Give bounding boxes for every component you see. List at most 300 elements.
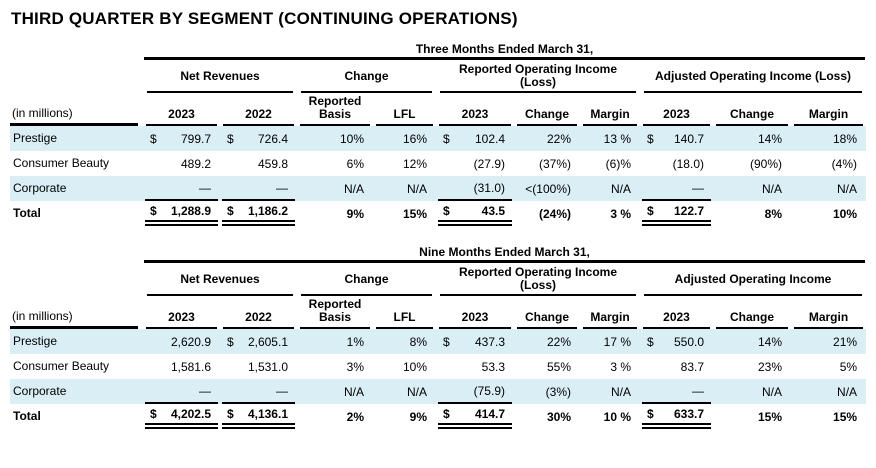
data-cell	[143, 126, 220, 151]
cell-value: 3 %	[610, 359, 631, 374]
cell-value-box	[222, 404, 295, 429]
cell-value-box	[375, 151, 434, 176]
column-header	[223, 298, 294, 329]
column-header-cell	[791, 296, 866, 329]
data-cell	[297, 201, 373, 226]
cell-value: (18.0)	[672, 156, 704, 171]
data-cell	[373, 379, 436, 404]
row-label-header: (in millions)	[10, 95, 138, 126]
cell-value-box	[642, 126, 711, 151]
cell-value: 10%	[339, 131, 364, 146]
cell-value: 18%	[832, 131, 857, 146]
column-header-cell	[143, 296, 220, 329]
data-cell	[143, 404, 220, 429]
group-cell	[297, 263, 436, 296]
cell-value-box	[375, 126, 434, 151]
column-header	[146, 95, 217, 126]
column-header-cell	[514, 93, 580, 126]
cell-value: 2,620.9	[170, 334, 211, 349]
cell-value-box	[642, 201, 711, 226]
cell-value-box	[222, 176, 295, 201]
data-cell	[514, 329, 580, 354]
cell-value-box	[516, 404, 578, 429]
cell-value: 10%	[832, 206, 857, 221]
cell-value-box	[375, 354, 434, 379]
cell-value-box	[582, 151, 638, 176]
cell-value: —	[199, 383, 211, 398]
column-header-cell	[436, 93, 514, 126]
cell-value-box	[642, 151, 711, 176]
column-header-cell	[640, 93, 713, 126]
table-row	[10, 329, 866, 354]
row-label: Total	[13, 409, 41, 423]
cell-value: (4%)	[831, 156, 857, 171]
data-cell	[514, 379, 580, 404]
cell-value-box	[793, 126, 864, 151]
data-cell	[640, 201, 713, 226]
cell-value: 53.3	[481, 359, 505, 374]
column-header-row	[10, 93, 866, 126]
column-header	[716, 95, 788, 126]
column-header-cell	[514, 296, 580, 329]
cell-value-box	[438, 201, 512, 226]
data-cell	[220, 404, 297, 429]
cell-value: 16%	[402, 131, 427, 146]
column-header	[794, 95, 863, 126]
row-label: Consumer Beauty	[13, 156, 110, 170]
data-cell	[220, 176, 297, 201]
cell-value: 8%	[409, 334, 427, 349]
data-cell	[580, 329, 640, 354]
column-header-cell	[713, 296, 791, 329]
column-header-cell	[220, 296, 297, 329]
table-row	[10, 404, 866, 429]
cell-value: 3 %	[610, 206, 631, 221]
currency-symbol: $	[647, 406, 654, 421]
cell-value-box	[582, 201, 638, 226]
row-label-cell	[10, 354, 143, 379]
data-cell	[220, 126, 297, 151]
cell-value-box	[715, 379, 789, 404]
row-label-cell	[10, 151, 143, 176]
data-cell	[713, 176, 791, 201]
data-cell	[791, 176, 866, 201]
column-header-label: Margin	[808, 107, 849, 121]
column-header-label: LFL	[393, 107, 416, 121]
group-header: Adjusted Operating Income	[644, 265, 862, 296]
row-label-cell	[10, 404, 143, 429]
data-cell	[791, 201, 866, 226]
group-header: Reported Operating Income (Loss)	[440, 62, 636, 93]
cell-value-box	[438, 404, 512, 429]
column-header-cell	[580, 93, 640, 126]
cell-value-box	[642, 176, 711, 201]
spacer-cell	[10, 263, 143, 296]
row-label-header-cell	[10, 93, 143, 126]
data-cell	[713, 329, 791, 354]
column-header	[716, 298, 788, 329]
column-header-cell	[640, 296, 713, 329]
cell-value-box	[715, 126, 789, 151]
table-row	[10, 354, 866, 379]
cell-value: 3%	[346, 359, 364, 374]
column-header-cell	[713, 93, 791, 126]
data-cell	[713, 354, 791, 379]
cell-value: 4,202.5	[170, 406, 211, 421]
cell-value: 633.7	[673, 406, 704, 421]
group-header-row	[10, 60, 866, 93]
column-header-label: 2023	[168, 310, 195, 324]
cell-value: 550.0	[673, 334, 704, 349]
cell-value-box	[582, 404, 638, 429]
cell-value-box	[222, 329, 295, 354]
column-header	[223, 95, 294, 126]
column-header	[376, 95, 433, 126]
cell-value: 1,581.6	[170, 359, 211, 374]
cell-value-box	[715, 151, 789, 176]
financial-table	[10, 40, 866, 226]
currency-symbol: $	[443, 334, 450, 349]
column-header	[583, 298, 637, 329]
cell-value-box	[793, 176, 864, 201]
data-cell	[297, 404, 373, 429]
cell-value: N/A	[343, 384, 364, 399]
period-title: Nine Months Ended March 31,	[144, 243, 865, 263]
cell-value: 43.5	[481, 203, 505, 218]
cell-value-box	[299, 404, 371, 429]
row-label: Total	[13, 206, 41, 220]
table-row	[10, 379, 866, 404]
row-label-cell	[10, 201, 143, 226]
data-cell	[514, 126, 580, 151]
cell-value: 15%	[402, 206, 427, 221]
data-cell	[791, 354, 866, 379]
row-label-header: (in millions)	[10, 298, 138, 329]
cell-value-box	[299, 354, 371, 379]
column-header-label: LFL	[393, 310, 416, 324]
column-header-cell	[297, 296, 373, 329]
column-header	[794, 298, 863, 329]
data-cell	[640, 379, 713, 404]
data-cell	[580, 176, 640, 201]
data-cell	[580, 201, 640, 226]
cell-value: (27.9)	[473, 156, 505, 171]
column-header-label: Margin	[808, 310, 849, 324]
currency-symbol: $	[227, 406, 234, 421]
data-cell	[514, 151, 580, 176]
data-cell	[640, 329, 713, 354]
data-cell	[640, 126, 713, 151]
data-cell	[791, 126, 866, 151]
cell-value-box	[516, 151, 578, 176]
table-row	[10, 176, 866, 201]
data-cell	[373, 201, 436, 226]
column-header	[517, 298, 577, 329]
cell-value-box	[516, 379, 578, 404]
cell-value-box	[222, 151, 295, 176]
data-cell	[220, 151, 297, 176]
data-cell	[640, 151, 713, 176]
group-header: Change	[301, 62, 432, 93]
currency-symbol: $	[647, 334, 654, 349]
cell-value: 1%	[346, 334, 364, 349]
cell-value: 14%	[757, 131, 782, 146]
row-label-cell	[10, 126, 143, 151]
cell-value: N/A	[343, 181, 364, 196]
cell-value-box	[793, 379, 864, 404]
cell-value-box	[438, 126, 512, 151]
column-header-label: 2023	[663, 310, 690, 324]
column-header-label: 2023	[461, 310, 489, 324]
group-cell	[143, 263, 297, 296]
spacer-cell	[10, 60, 143, 93]
column-header	[439, 298, 511, 329]
group-header: Net Revenues	[147, 62, 293, 93]
cell-value: (75.9)	[473, 383, 505, 398]
currency-symbol: $	[443, 131, 450, 146]
cell-value: 140.7	[673, 131, 704, 146]
data-cell	[297, 176, 373, 201]
cell-value: 13 %	[603, 131, 631, 146]
cell-value: N/A	[837, 384, 858, 399]
data-cell	[436, 151, 514, 176]
column-header-label: Change	[729, 107, 774, 121]
cell-value-box	[145, 379, 218, 404]
cell-value: 22%	[546, 334, 571, 349]
cell-value: 1,531.0	[247, 359, 288, 374]
period-title: Three Months Ended March 31,	[144, 40, 865, 60]
cell-value: 23%	[757, 359, 782, 374]
currency-symbol: $	[227, 203, 234, 218]
column-header	[300, 298, 370, 329]
cell-value: N/A	[610, 384, 631, 399]
data-cell	[436, 354, 514, 379]
currency-symbol: $	[150, 406, 157, 421]
cell-value: 14%	[757, 334, 782, 349]
cell-value: (31.0)	[473, 180, 505, 195]
cell-value-box	[582, 379, 638, 404]
data-cell	[640, 176, 713, 201]
data-cell	[640, 404, 713, 429]
column-header-cell	[373, 93, 436, 126]
period-cell	[143, 243, 866, 263]
row-label-cell	[10, 176, 143, 201]
cell-value-box	[438, 329, 512, 354]
data-cell	[436, 126, 514, 151]
cell-value: 30%	[546, 409, 571, 424]
cell-value-box	[145, 151, 218, 176]
cell-value-box	[299, 329, 371, 354]
table-row	[10, 126, 866, 151]
page-title: THIRD QUARTER BY SEGMENT (CONTINUING OPERATIONS)	[11, 9, 518, 28]
cell-value: 55%	[546, 359, 571, 374]
column-header-label: Margin	[590, 310, 630, 324]
cell-value-box	[793, 201, 864, 226]
table-three-months	[10, 40, 876, 226]
cell-value: 21%	[833, 334, 858, 349]
row-label: Corporate	[13, 384, 67, 398]
data-cell	[297, 379, 373, 404]
cell-value-box	[375, 379, 434, 404]
data-cell	[373, 151, 436, 176]
data-cell	[580, 354, 640, 379]
cell-value: —	[199, 180, 211, 195]
cell-value: 1,288.9	[170, 203, 211, 218]
cell-value-box	[715, 176, 789, 201]
data-cell	[713, 201, 791, 226]
cell-value-box	[375, 201, 434, 226]
cell-value: N/A	[761, 384, 782, 399]
table-row	[10, 151, 866, 176]
cell-value-box	[582, 176, 638, 201]
group-header-row	[10, 263, 866, 296]
cell-value-box	[145, 201, 218, 226]
data-cell	[220, 379, 297, 404]
data-cell	[791, 379, 866, 404]
column-header-label: Reported Basis	[308, 94, 362, 121]
spacer-cell	[10, 40, 143, 60]
group-header: Adjusted Operating Income (Loss)	[644, 62, 862, 93]
cell-value-box	[222, 354, 295, 379]
group-cell	[640, 60, 866, 93]
cell-value: (3%)	[545, 384, 571, 399]
cell-value: N/A	[836, 181, 857, 196]
cell-value: 437.3	[474, 334, 505, 349]
table-nine-months	[10, 243, 876, 429]
cell-value-box	[299, 201, 371, 226]
spacer-cell	[10, 243, 143, 263]
cell-value: 414.7	[474, 406, 505, 421]
cell-value-box	[516, 201, 578, 226]
cell-value-box	[299, 176, 371, 201]
data-cell	[580, 151, 640, 176]
cell-value-box	[145, 126, 218, 151]
column-header-cell	[373, 296, 436, 329]
data-cell	[373, 354, 436, 379]
period-cell	[143, 40, 866, 60]
data-cell	[436, 201, 514, 226]
group-cell	[297, 60, 436, 93]
row-label-cell	[10, 379, 143, 404]
group-header: Net Revenues	[147, 265, 293, 296]
cell-value-box	[438, 176, 512, 201]
cell-value: 9%	[346, 206, 364, 221]
cell-value-box	[438, 151, 512, 176]
cell-value: 489.2	[180, 156, 211, 171]
column-header-cell	[791, 93, 866, 126]
cell-value-box	[516, 126, 578, 151]
data-cell	[514, 176, 580, 201]
cell-value-box	[582, 126, 638, 151]
cell-value: 15%	[833, 409, 858, 424]
cell-value-box	[793, 354, 864, 379]
row-label: Consumer Beauty	[13, 359, 110, 373]
cell-value-box	[582, 329, 638, 354]
cell-value-box	[793, 151, 864, 176]
column-header-label: Change	[524, 310, 569, 324]
cell-value-box	[793, 329, 864, 354]
row-label: Prestige	[13, 334, 58, 348]
data-cell	[143, 354, 220, 379]
cell-value-box	[145, 329, 218, 354]
cell-value: —	[276, 180, 288, 195]
data-cell	[143, 151, 220, 176]
cell-value-box	[715, 201, 789, 226]
column-header	[643, 95, 710, 126]
column-header-row	[10, 296, 866, 329]
data-cell	[791, 404, 866, 429]
cell-value-box	[375, 176, 434, 201]
group-header: Change	[301, 265, 432, 296]
data-cell	[436, 379, 514, 404]
column-header-label: Reported Basis	[308, 297, 362, 324]
data-cell	[713, 404, 791, 429]
data-cell	[580, 379, 640, 404]
cell-value-box	[642, 379, 711, 404]
data-cell	[713, 151, 791, 176]
group-cell	[436, 60, 640, 93]
cell-value: 17 %	[603, 334, 631, 349]
cell-value: 10%	[402, 359, 427, 374]
row-label-header-cell	[10, 296, 143, 329]
data-cell	[640, 354, 713, 379]
column-header	[300, 95, 370, 126]
column-header-label: 2023	[168, 107, 195, 121]
currency-symbol: $	[227, 131, 234, 146]
cell-value-box	[642, 404, 711, 429]
cell-value-box	[438, 354, 512, 379]
cell-value-box	[793, 404, 864, 429]
data-cell	[436, 329, 514, 354]
currency-symbol: $	[647, 203, 654, 218]
cell-value: (37%)	[538, 156, 571, 171]
group-cell	[143, 60, 297, 93]
currency-symbol: $	[150, 203, 157, 218]
column-header	[146, 298, 217, 329]
column-header	[376, 298, 433, 329]
cell-value: —	[692, 180, 704, 195]
data-cell	[143, 201, 220, 226]
data-cell	[514, 201, 580, 226]
cell-value: N/A	[761, 181, 782, 196]
data-cell	[220, 201, 297, 226]
data-cell	[373, 126, 436, 151]
column-header-label: 2022	[245, 107, 272, 121]
cell-value-box	[299, 126, 371, 151]
currency-symbol: $	[647, 131, 654, 146]
data-cell	[143, 329, 220, 354]
row-label-cell	[10, 329, 143, 354]
column-header-cell	[297, 93, 373, 126]
data-cell	[514, 404, 580, 429]
column-header	[517, 95, 577, 126]
period-header-row	[10, 243, 866, 263]
cell-value-box	[299, 379, 371, 404]
cell-value: 726.4	[257, 131, 288, 146]
cell-value: 8%	[764, 206, 782, 221]
data-cell	[791, 151, 866, 176]
column-header-label: Margin	[590, 107, 630, 121]
cell-value: 1,186.2	[247, 203, 288, 218]
cell-value: 2%	[346, 409, 364, 424]
cell-value: 799.7	[180, 131, 211, 146]
column-header-label: Change	[524, 107, 569, 121]
table-row	[10, 201, 866, 226]
cell-value-box	[145, 404, 218, 429]
cell-value-box	[222, 126, 295, 151]
row-label: Corporate	[13, 181, 67, 195]
cell-value-box	[375, 329, 434, 354]
